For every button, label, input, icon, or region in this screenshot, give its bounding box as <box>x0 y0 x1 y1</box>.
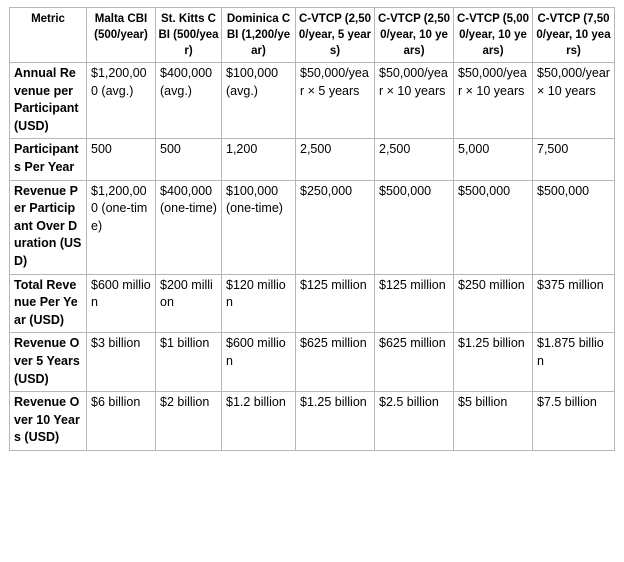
table-cell: 500 <box>156 139 222 180</box>
row-label: Revenue Over 5 Years (USD) <box>10 333 87 392</box>
table-cell: $1.25 billion <box>296 392 375 451</box>
header-cell: Metric <box>10 8 87 63</box>
table-row <box>10 333 615 392</box>
table-cell: $400,000 (one-time) <box>156 180 222 274</box>
table-cell: $200 million <box>156 274 222 333</box>
table-cell: $625 million <box>296 333 375 392</box>
table-cell: $100,000 (one-time) <box>222 180 296 274</box>
table-cell: $50,000/year × 10 years <box>454 63 533 139</box>
table-cell: $1 billion <box>156 333 222 392</box>
table-cell: $625 million <box>375 333 454 392</box>
table-cell: $2 billion <box>156 392 222 451</box>
table-cell: $600 million <box>87 274 156 333</box>
table-cell: $1.25 billion <box>454 333 533 392</box>
table-row <box>10 180 615 274</box>
table-cell: 500 <box>87 139 156 180</box>
header-cell: Dominica CBI (1,200/year) <box>222 8 296 63</box>
header-cell: C-VTCP (7,500/year, 10 years) <box>533 8 615 63</box>
table-cell: $500,000 <box>375 180 454 274</box>
table-cell: $3 billion <box>87 333 156 392</box>
table-cell: $250 million <box>454 274 533 333</box>
table-row <box>10 274 615 333</box>
table-cell: $250,000 <box>296 180 375 274</box>
table-row <box>10 392 615 451</box>
row-label: Revenue Over 10 Years (USD) <box>10 392 87 451</box>
comparison-table <box>9 7 615 451</box>
table-cell: $1,200,000 (one-time) <box>87 180 156 274</box>
row-label: Participants Per Year <box>10 139 87 180</box>
row-label: Revenue Per Participant Over Duration (USD) <box>10 180 87 274</box>
table-cell: $6 billion <box>87 392 156 451</box>
table-cell: $120 million <box>222 274 296 333</box>
table-cell: $375 million <box>533 274 615 333</box>
table-cell: $1,200,000 (avg.) <box>87 63 156 139</box>
header-row <box>10 8 615 63</box>
table-cell: $1.875 billion <box>533 333 615 392</box>
table-cell: $125 million <box>375 274 454 333</box>
table-cell: $600 million <box>222 333 296 392</box>
table-cell: $100,000 (avg.) <box>222 63 296 139</box>
table-cell: $50,000/year × 5 years <box>296 63 375 139</box>
header-cell: C-VTCP (5,000/year, 10 years) <box>454 8 533 63</box>
table-cell: 2,500 <box>375 139 454 180</box>
table-cell: $5 billion <box>454 392 533 451</box>
table-cell: 7,500 <box>533 139 615 180</box>
table-cell: $1.2 billion <box>222 392 296 451</box>
table-cell: 5,000 <box>454 139 533 180</box>
table-cell: $500,000 <box>533 180 615 274</box>
row-label: Total Revenue Per Year (USD) <box>10 274 87 333</box>
table-cell: $125 million <box>296 274 375 333</box>
table-cell: 1,200 <box>222 139 296 180</box>
table-cell: $50,000/year × 10 years <box>533 63 615 139</box>
table-row <box>10 139 615 180</box>
header-cell: C-VTCP (2,500/year, 10 years) <box>375 8 454 63</box>
table-cell: $400,000 (avg.) <box>156 63 222 139</box>
header-cell: St. Kitts CBI (500/year) <box>156 8 222 63</box>
header-cell: C-VTCP (2,500/year, 5 years) <box>296 8 375 63</box>
row-label: Annual Revenue per Participant (USD) <box>10 63 87 139</box>
table-cell: $500,000 <box>454 180 533 274</box>
header-cell: Malta CBI (500/year) <box>87 8 156 63</box>
table-cell: $2.5 billion <box>375 392 454 451</box>
table-row <box>10 63 615 139</box>
table-cell: $50,000/year × 10 years <box>375 63 454 139</box>
table-cell: 2,500 <box>296 139 375 180</box>
table-cell: $7.5 billion <box>533 392 615 451</box>
